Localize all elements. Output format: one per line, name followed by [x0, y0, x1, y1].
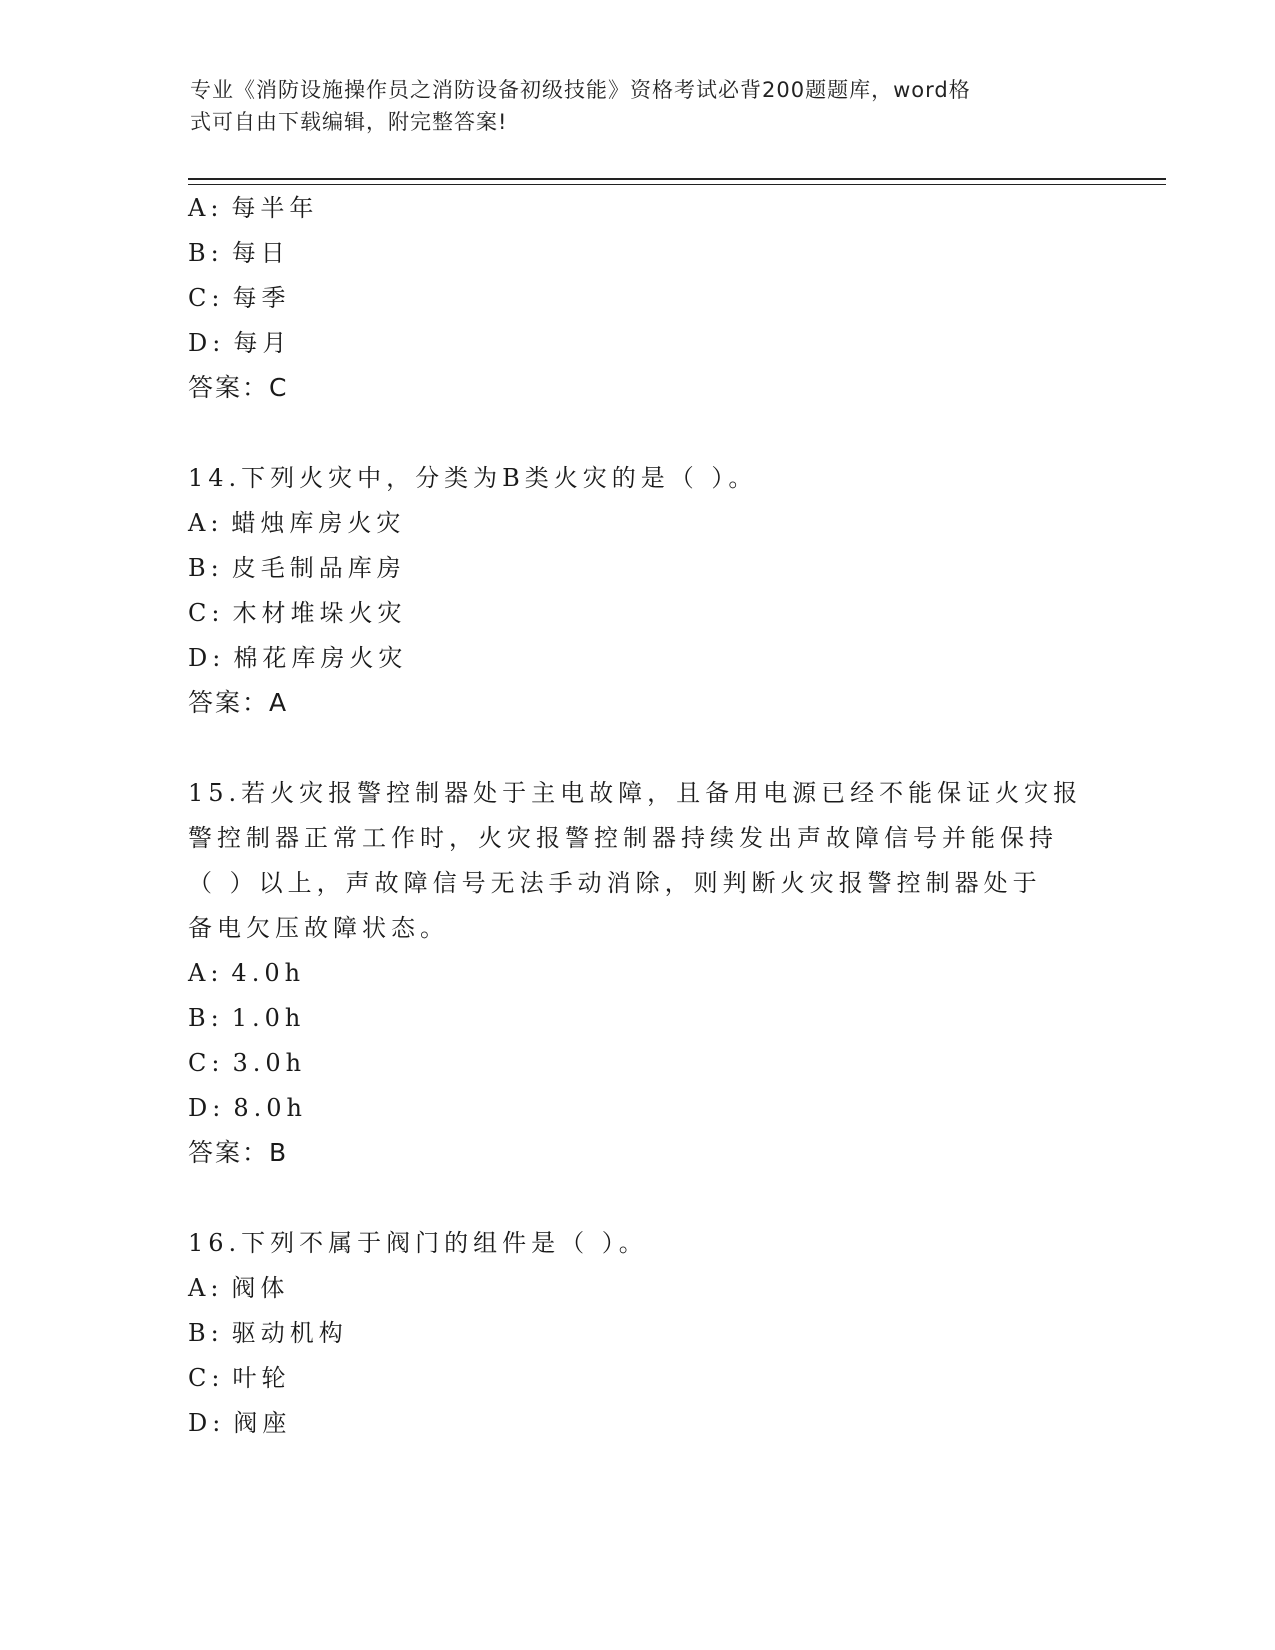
q13-option-a — [188, 193, 318, 223]
option-text: 每月 — [233, 329, 292, 357]
header-divider-thin — [188, 184, 1166, 185]
q14-option-c — [188, 598, 406, 628]
option-text: 驱动机构 — [231, 1319, 348, 1347]
header-line-2: 式可自由下载编辑，附完整答案! — [190, 110, 508, 134]
q16-option-d — [188, 1408, 291, 1438]
option-letter: A: — [188, 194, 224, 222]
option-letter: C: — [188, 284, 225, 312]
option-text: 棉花库房火灾 — [233, 644, 408, 672]
option-letter: C: — [188, 599, 225, 627]
q15-stem-line-1: 15.若火灾报警控制器处于主电故障，且备用电源已经不能保证火灾报 — [188, 779, 1083, 807]
q14-answer: 答案：A — [188, 688, 289, 717]
q15-stem-line-4: 备电欠压故障状态。 — [188, 914, 449, 942]
q16-option-b — [188, 1318, 348, 1348]
q14-option-a — [188, 508, 405, 538]
header-divider-thick — [188, 178, 1166, 180]
option-text: 阀体 — [231, 1274, 290, 1302]
q15-option-d — [188, 1093, 307, 1123]
option-text: 3.0h — [232, 1049, 307, 1077]
q14-stem: 14.下列火灾中，分类为B类火灾的是（ ）。 — [188, 464, 758, 492]
option-letter: A: — [188, 959, 224, 987]
option-text: 阀座 — [233, 1409, 292, 1437]
q15-stem-line-3: （ ）以上，声故障信号无法手动消除，则判断火灾报警控制器处于 — [188, 869, 1042, 897]
option-text: 每日 — [231, 239, 290, 267]
option-letter: C: — [188, 1364, 225, 1392]
q15-option-c — [188, 1048, 306, 1078]
option-text: 蜡烛库房火灾 — [231, 509, 406, 537]
q14-option-d — [188, 643, 407, 673]
option-text: 1.0h — [231, 1004, 306, 1032]
q15-answer: 答案：B — [188, 1138, 289, 1167]
option-letter: A: — [188, 1274, 224, 1302]
document-header — [190, 74, 1090, 138]
q16-stem: 16.下列不属于阀门的组件是（ ）。 — [188, 1229, 648, 1257]
q13-option-b — [188, 238, 290, 268]
q15-stem-line-2: 警控制器正常工作时，火灾报警控制器持续发出声故障信号并能保持 — [188, 824, 1058, 852]
header-line-1: 专业《消防设施操作员之消防设备初级技能》资格考试必背200题题库，word格 — [190, 78, 971, 102]
q14-option-b — [188, 553, 406, 583]
q15-option-a — [188, 958, 305, 988]
q16-option-a — [188, 1273, 289, 1303]
option-text: 每季 — [232, 284, 291, 312]
q13-option-d — [188, 328, 291, 358]
q13-option-c — [188, 283, 290, 313]
option-text: 皮毛制品库房 — [231, 554, 406, 582]
option-letter: C: — [188, 1049, 225, 1077]
option-letter: A: — [188, 509, 224, 537]
option-text: 木材堆垛火灾 — [232, 599, 407, 627]
option-letter: D: — [188, 644, 226, 672]
option-text: 4.0h — [231, 959, 306, 987]
option-text: 8.0h — [233, 1094, 307, 1122]
option-text: 叶轮 — [232, 1364, 291, 1392]
q16-option-c — [188, 1363, 290, 1393]
q13-answer: 答案：C — [188, 373, 289, 402]
option-letter: B: — [188, 239, 224, 267]
option-letter: D: — [188, 1409, 226, 1437]
option-letter: D: — [188, 1094, 226, 1122]
option-letter: D: — [188, 329, 226, 357]
option-letter: B: — [188, 1319, 224, 1347]
option-letter: B: — [188, 1004, 224, 1032]
option-letter: B: — [188, 554, 224, 582]
q15-option-b — [188, 1003, 305, 1033]
option-text: 每半年 — [231, 194, 319, 222]
